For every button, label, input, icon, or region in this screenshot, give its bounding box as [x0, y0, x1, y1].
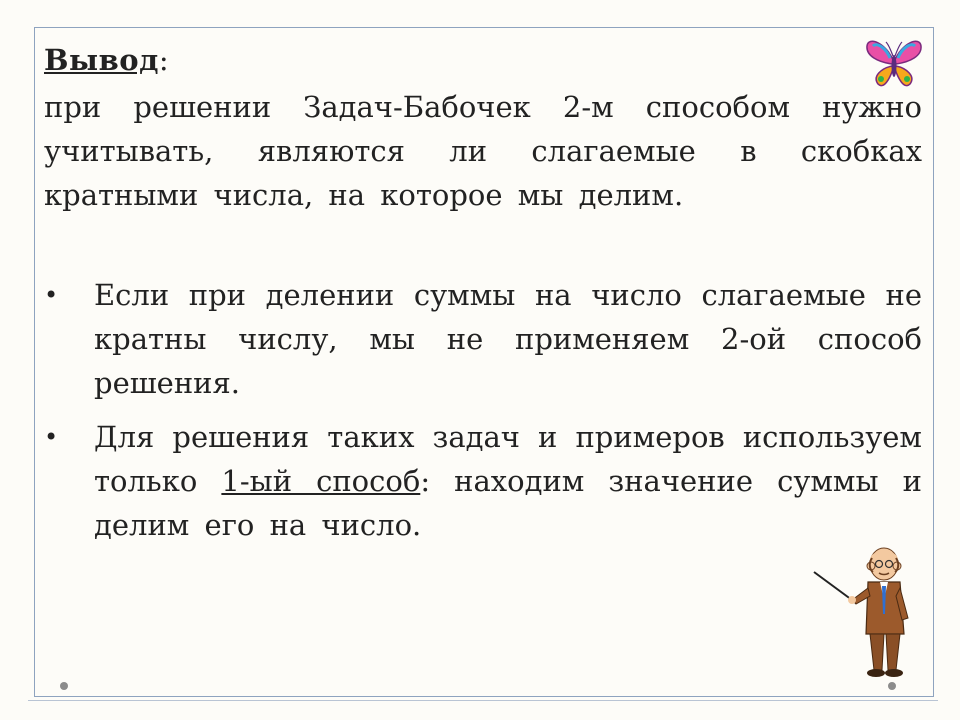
heading-colon: :	[158, 43, 169, 77]
bullet-text: Если при делении суммы на число слагаемые не кратны числу, мы не применяем 2-ой способ решения.	[94, 278, 922, 400]
slide-content	[44, 38, 922, 557]
butterfly-icon	[864, 36, 924, 90]
bullet-mark: •	[44, 423, 59, 451]
spacer	[44, 217, 922, 273]
bullet-item	[44, 273, 922, 405]
teacher-illustration	[810, 542, 920, 682]
bullet-list	[44, 273, 922, 547]
bullet-text-before: Для решения таких задач и примеров используем только	[94, 420, 922, 498]
underlined-method: 1-ый способ	[221, 464, 421, 498]
left-dot	[60, 682, 68, 690]
bullet-text-after: : находим значение суммы и делим его на число.	[94, 464, 922, 542]
bullet-mark: •	[44, 281, 59, 309]
conclusion-heading: Вывод	[44, 43, 159, 77]
bullet-item	[44, 415, 922, 547]
right-dot	[888, 682, 896, 690]
bottom-divider	[28, 700, 938, 701]
intro-paragraph: при решении Задач-Бабочек 2-м способом нужно учитывать, являются ли слагаемые в скобках кратными числа, на которое мы делим.	[44, 90, 922, 212]
conclusion-heading-line	[44, 38, 922, 82]
